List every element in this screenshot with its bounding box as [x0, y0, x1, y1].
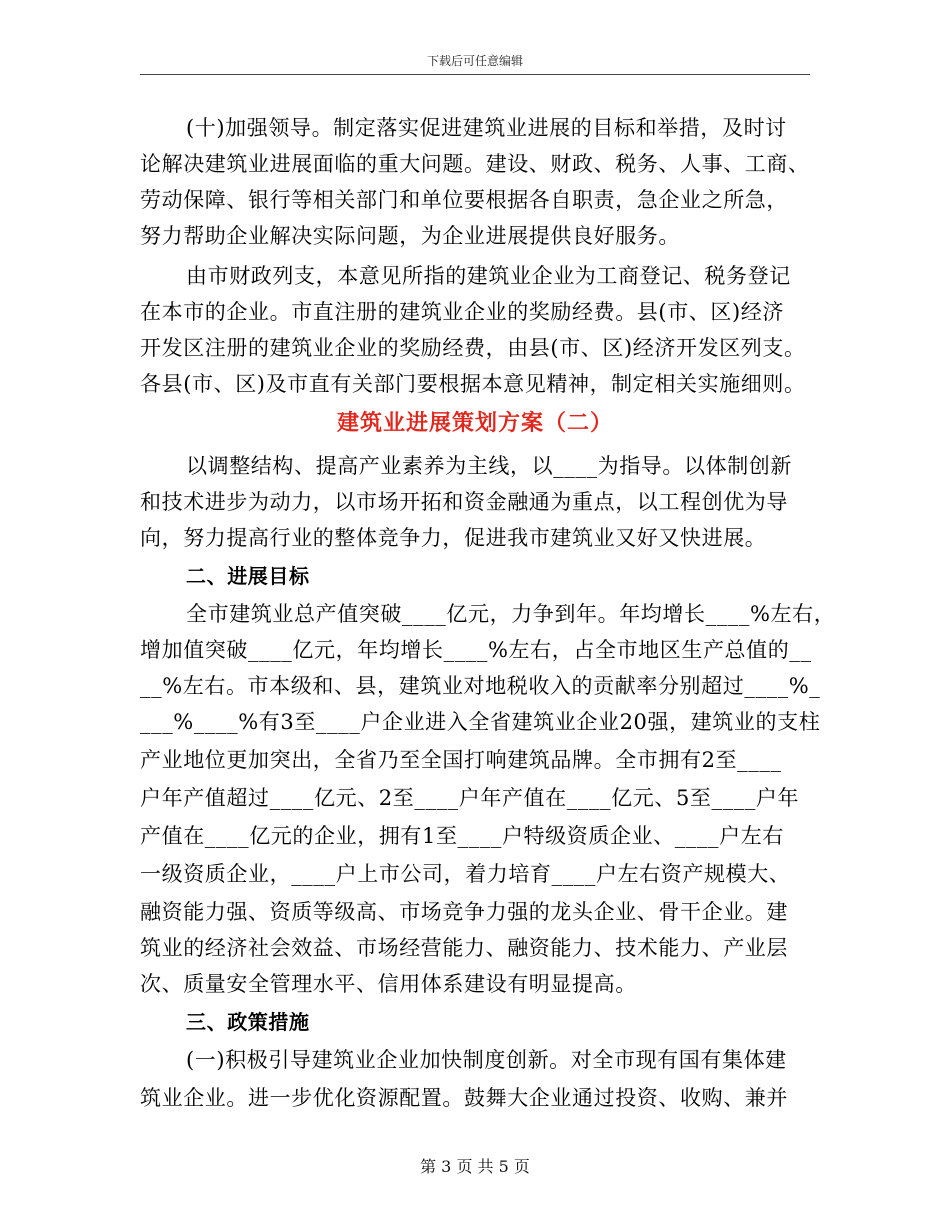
- paragraph-line: 向，努力提高行业的整体竞争力，促进我市建筑业又好又快进展。: [140, 526, 767, 550]
- paragraph-line: 和技术进步为动力，以市场开拓和资金融通为重点，以工程创优为导: [140, 490, 788, 514]
- paragraph-line: 由市财政列支，本意见所指的建筑业企业为工商登记、税务登记: [186, 264, 791, 288]
- paragraph-line: __%左右。市本级和、县，建筑业对地税收入的贡献率分别超过____%_: [140, 674, 821, 698]
- paragraph-line: 一级资质企业，____户上市公司，着力培育____户左右资产规模大、: [140, 862, 791, 886]
- section-title: 建筑业进展策划方案（二）: [336, 410, 613, 436]
- heading-goals: 二、进展目标: [186, 564, 310, 588]
- paragraph-line: 产业地位更加突出，全省乃至全国打响建筑品牌。全市拥有2至____: [140, 748, 782, 772]
- paragraph-line: 筑业的经济社会效益、市场经营能力、融资能力、技术能力、产业层: [140, 936, 788, 960]
- paragraph-line: 融资能力强、资质等级高、市场竞争力强的龙头企业、骨干企业。建: [140, 900, 788, 924]
- paragraph-line: 以调整结构、提高产业素养为主线，以____为指导。以体制创新: [186, 454, 792, 478]
- paragraph-line: 户年产值超过____亿元、2至____户年产值在____亿元、5至____户年: [140, 786, 800, 810]
- paragraph-line: 次、质量安全管理水平、信用体系建设有明显提高。: [140, 972, 637, 996]
- paragraph-line: 各县(市、区)及市直有关部门要根据本意见精神，制定相关实施细则。: [140, 372, 806, 396]
- page-footer: 第 3 页 共 5 页: [420, 1157, 530, 1176]
- paragraph-line: 产值在____亿元的企业，拥有1至____户特级资质企业、____户左右: [140, 824, 784, 848]
- paragraph-line: 增加值突破____亿元，年均增长____%左右，占全市地区生产总值的__: [140, 638, 812, 662]
- page-header: 下载后可任意编辑: [426, 54, 523, 68]
- heading-measures: 三、政策措施: [186, 1010, 310, 1034]
- paragraph-line: 筑业企业。进一步优化资源配置。鼓舞大企业通过投资、收购、兼并: [140, 1086, 788, 1110]
- paragraph-line: (十)加强领导。制定落实促进建筑业进展的目标和举措，及时讨: [186, 116, 787, 140]
- paragraph-line: 开发区注册的建筑业企业的奖励经费，由县(市、区)经济开发区列支。: [140, 336, 806, 360]
- paragraph-line: ___%____%有3至____户企业进入全省建筑业企业20强，建筑业的支柱: [140, 710, 821, 734]
- paragraph-line: 努力帮助企业解决实际问题，为企业进展提供良好服务。: [140, 224, 680, 248]
- paragraph-line: 劳动保障、银行等相关部门和单位要根据各自职责，急企业之所急，: [140, 188, 788, 212]
- paragraph-line: 论解决建筑业进展面临的重大问题。建设、财政、税务、人事、工商、: [140, 152, 810, 176]
- paragraph-line: 全市建筑业总产值突破____亿元，力争到年。年均增长____%左右，: [186, 602, 836, 626]
- paragraph-line: 在本市的企业。市直注册的建筑业企业的奖励经费。县(市、区)经济: [140, 300, 784, 324]
- paragraph-line: (一)积极引导建筑业企业加快制度创新。对全市现有国有集体建: [186, 1048, 787, 1072]
- header-divider: [140, 74, 810, 75]
